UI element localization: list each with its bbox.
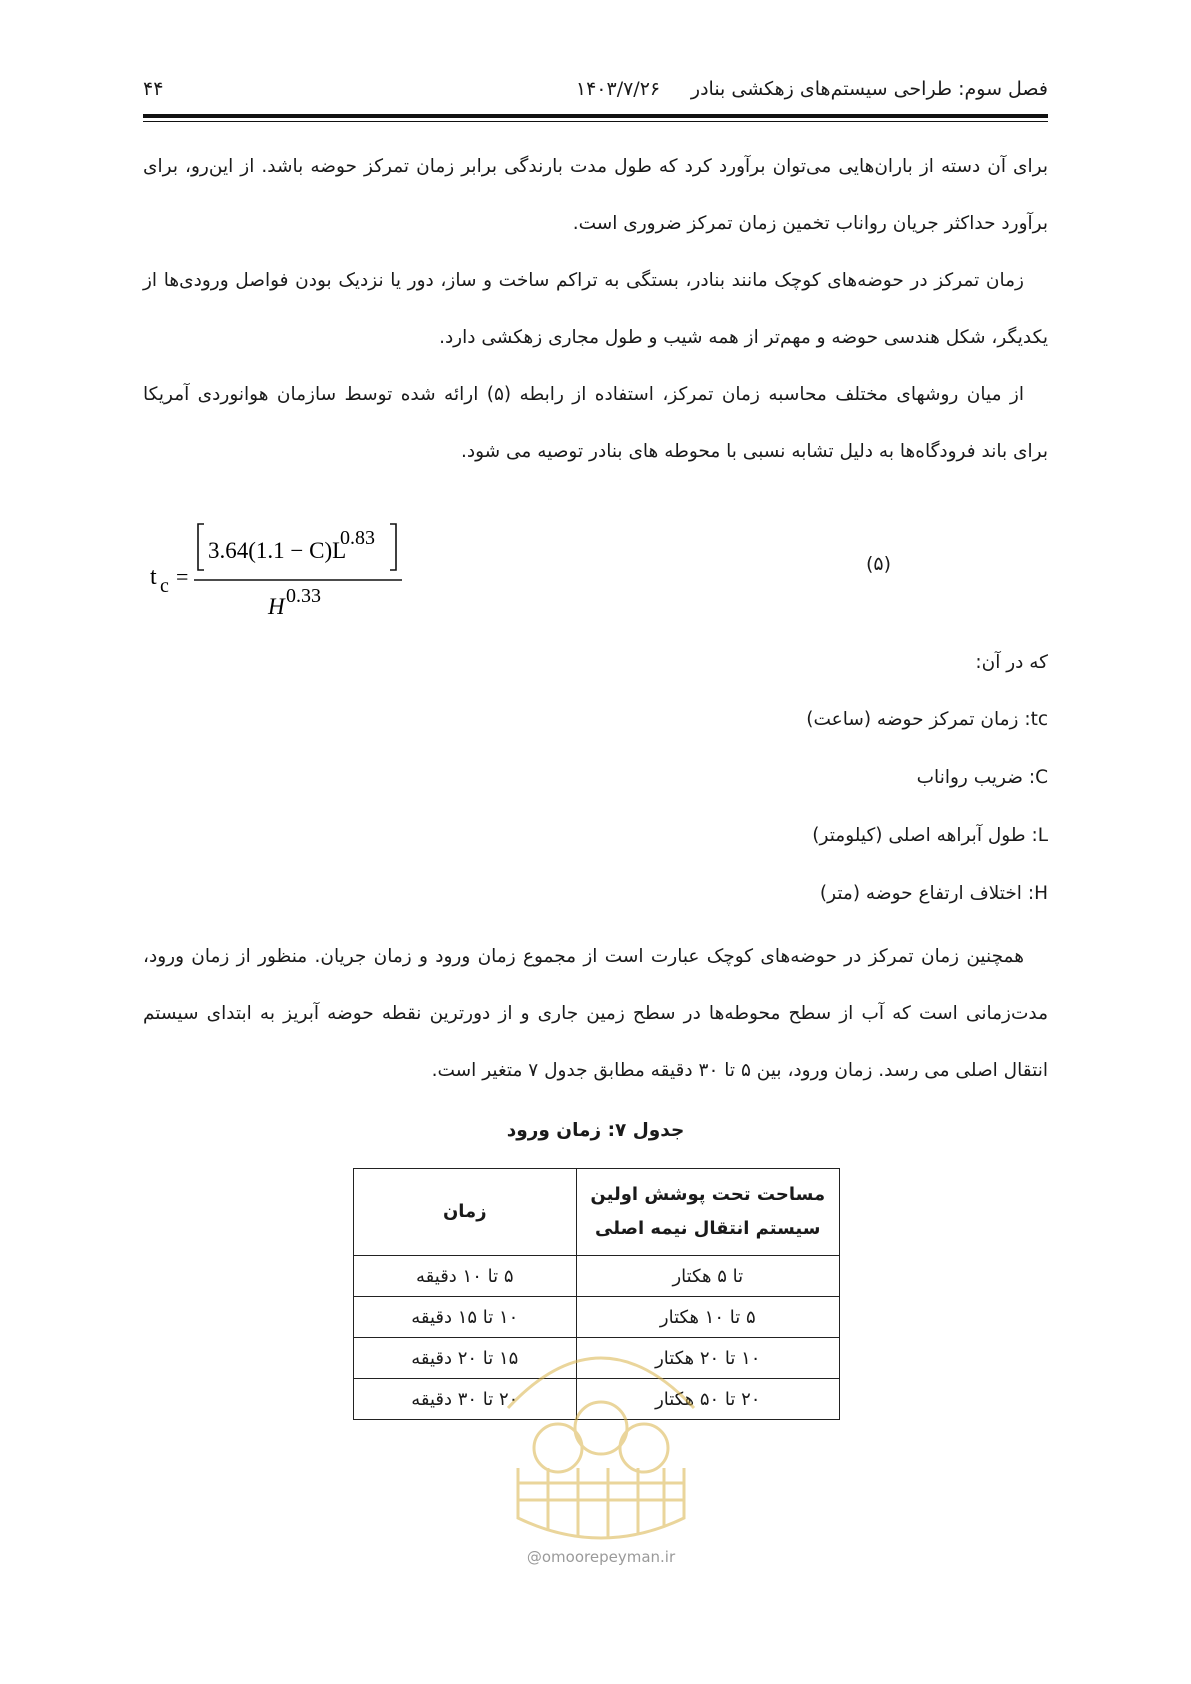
- header-rule-thin: [143, 121, 1048, 122]
- definitions-intro: که در آن:: [975, 652, 1048, 673]
- formula-lhs: t: [150, 564, 157, 590]
- header-date: ۱۴۰۳/۷/۲۶: [575, 78, 661, 100]
- cell-time: ۱۵ تا ۲۰ دقیقه: [354, 1338, 577, 1379]
- formula-numerator-exp: 0.83: [340, 527, 375, 549]
- formula-denominator-exp: 0.33: [286, 585, 321, 607]
- equation-label: (۵): [866, 553, 892, 575]
- header-area-line2: سیستم انتقال نیمه اصلی: [595, 1218, 821, 1239]
- cell-area: ۱۰ تا ۲۰ هکتار: [576, 1338, 839, 1379]
- definition-tc: tc: زمان تمرکز حوضه (ساعت): [806, 709, 1048, 730]
- cell-area: ۵ تا ۱۰ هکتار: [576, 1297, 839, 1338]
- page-number: ۴۴: [143, 78, 164, 100]
- header-time: زمان: [354, 1169, 577, 1256]
- page-header: [143, 74, 1048, 104]
- header-area: [576, 1169, 839, 1256]
- watermark-logo: [488, 1318, 714, 1548]
- formula-numerator: 3.64(1.1 − C)L: [208, 538, 347, 563]
- table-row: [354, 1256, 840, 1297]
- table-header-row: [354, 1169, 840, 1256]
- header-rule-thick: [143, 114, 1048, 118]
- formula-denominator: H: [268, 594, 285, 619]
- paragraph-3: از میان روشهای مختلف محاسبه زمان تمرکز، استفاده از رابطه (۵) ارائه شده توسط سازمان هوانوردی آمریکا برای باند فرودگاه‌ها به دلیل تشابه نسبی با محوطه های بنادر توصیه می شود.: [143, 384, 1048, 462]
- cell-area: تا ۵ هکتار: [576, 1256, 839, 1297]
- paragraph-2: زمان تمرکز در حوضه‌های کوچک مانند بنادر، بستگی به تراکم ساخت و ساز، دور یا نزدیک بودن فواصل ورودی‌ها از یکدیگر، شکل هندسی حوضه و مهم‌تر از همه شیب و طول مجاری زهکشی دارد.: [143, 270, 1048, 348]
- formula-equals: =: [176, 564, 189, 589]
- paragraph-4: همچنین زمان تمرکز در حوضه‌های کوچک عبارت است از مجموع زمان ورود و زمان جریان. منظور از زمان ورود، مدت‌زمانی است که آب از سطح محوطه‌ها در سطح زمین جاری و از دورترین نقطه حوضه آبریز به ابتدای سیستم انتقال اصلی می رسد. زمان ورود، بین ۵ تا ۳۰ دقیقه مطابق جدول ۷ متغیر است.: [143, 946, 1048, 1081]
- formula-5: [150, 518, 410, 628]
- right-bracket: [390, 524, 396, 570]
- cell-time: ۵ تا ۱۰ دقیقه: [354, 1256, 577, 1297]
- definition-l: L: طول آبراهه اصلی (کیلومتر): [812, 825, 1048, 846]
- paragraph-1: برای آن دسته از باران‌هایی می‌توان برآورد کرد که طول مدت بارندگی برابر زمان تمرکز حوضه باشد. از این‌رو، برای برآورد حداکثر جریان رواناب تخمین زمان تمرکز ضروری است.: [143, 156, 1048, 234]
- table-caption: جدول ۷: زمان ورود: [506, 1120, 685, 1141]
- definition-c: C: ضریب رواناب: [916, 767, 1048, 788]
- header-area-line1: مساحت تحت پوشش اولین: [590, 1184, 826, 1205]
- cell-time: ۲۰ تا ۳۰ دقیقه: [354, 1379, 577, 1420]
- definition-h: H: اختلاف ارتفاع حوضه (متر): [819, 883, 1048, 904]
- cell-area: ۲۰ تا ۵۰ هکتار: [576, 1379, 839, 1420]
- formula-lhs-sub: c: [160, 575, 169, 597]
- cell-time: ۱۰ تا ۱۵ دقیقه: [354, 1297, 577, 1338]
- chapter-title: فصل سوم: طراحی سیستم‌های زهکشی بنادر: [690, 78, 1048, 100]
- left-bracket: [198, 524, 204, 570]
- watermark-url: @omoorepeyman.ir: [526, 1548, 676, 1566]
